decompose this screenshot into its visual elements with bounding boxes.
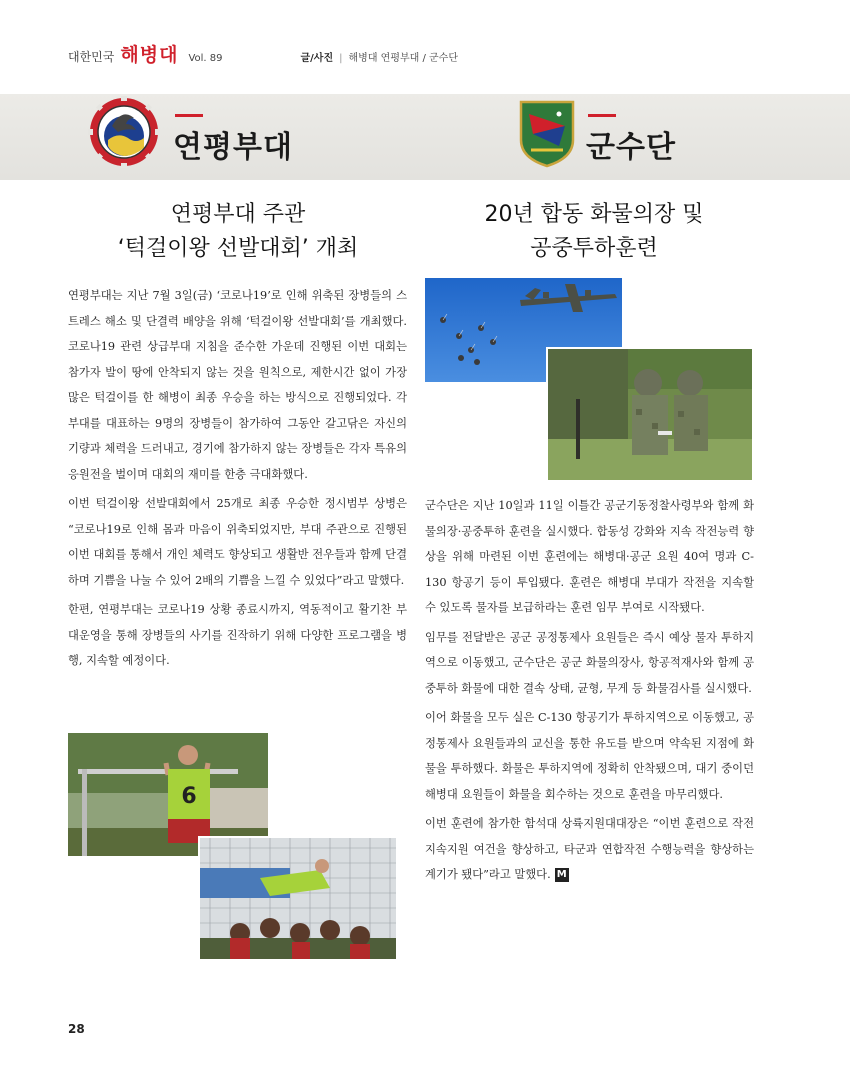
credit-label: 글/사진 (300, 53, 334, 64)
celebration-photo (198, 836, 398, 961)
end-mark-icon: M (555, 868, 569, 882)
yeonpyeong-emblem-icon (88, 96, 160, 168)
right-paragraph: 임무를 전달받은 공군 공정통제사 요원들은 즉시 예상 물자 투하지역으로 이동했고, 군수단은 공군 화물의장사, 항공적재사와 함께 공중투하 화물에 대한 결속 상태, 균형, 무게 등 화물검사를 실시했다. (425, 630, 754, 695)
left-headline-line2: ‘턱걸이왕 선발대회’ 개최 (117, 236, 359, 261)
masthead-country: 대한민국 (68, 50, 115, 64)
magazine-logo: 해병대 (120, 44, 179, 66)
left-unit-title: 연평부대 (173, 130, 293, 165)
right-paragraph: 이어 화물을 모두 실은 C-130 항공기가 투하지역으로 이동했고, 공정통제사 요원들과의 교신을 통한 유도를 받으며 약속된 지점에 화물을 투하했다. 화물은 투하지역에 정확히 안착됐으며, 대기 중이던 해병대 요원들이 화물을 회수하는 것으로 훈련을 마무리했다. (425, 711, 754, 801)
left-headline-line1: 연평부대 주관 (170, 202, 306, 227)
page-number: 28 (68, 1022, 85, 1036)
right-headline-line2: 공중투하훈련 (530, 236, 658, 261)
right-headline-line1: 20년 합동 화물의장 및 (484, 202, 704, 227)
right-unit-title: 군수단 (586, 130, 676, 165)
left-paragraph: 한편, 연평부대는 코로나19 상황 종료시까지, 역동적이고 활기찬 부대운영을 통해 장병들의 사기를 진작하기 위해 다양한 프로그램을 병행, 지속할 예정이다. (68, 603, 407, 667)
left-title-accent (175, 114, 203, 117)
cargo-inspection-photo (546, 347, 754, 482)
right-paragraph-text: 이번 훈련에 참가한 함석대 상륙지원대대장은 “이번 훈련으로 작전지속지원 여건을 향상하고, 타군과 연합작전 수행능력을 향상하는 계기가 됐다”라고 말했다. (425, 817, 754, 881)
right-paragraph: 군수단은 지난 10일과 11일 이틀간 공군기동정찰사령부와 함께 화물의장·공중투하 훈련을 실시했다. 합동성 강화와 지속 작전능력 향상을 위해 마련된 이번 훈련에는 해병대·공군 요원 40여 명과 C-130 항공기 등이 투입됐다. 훈련은 해병대 부대가 작전을 지속할 수 있도록 물자를 보급하라는 훈련 임무 부여로 시작됐다. (425, 499, 754, 614)
logistics-shield-icon (519, 100, 575, 168)
left-paragraph: 연평부대는 지난 7월 3일(금) ‘코로나19’로 인해 위축된 장병들의 스트레스 해소 및 단결력 배양을 위해 ‘턱걸이왕 선발대회’를 개최했다. 코로나19 관련 상급부대 지침을 준수한 가운데 진행된 이번 대회는 참가자 발이 땅에 안착되지 않는 것을 원칙으로, 제한시간 없이 가장 많은 턱걸이를 한 해병이 최종 우승을 하는 방식으로 진행되었다. 각 부대를 대표하는 9명의 장병들이 참가하여 그동안 갈고닦은 자신의 기량과 체력을 드러내고, 경기에 참가하지 않는 장병들은 각자 특유의 응원전을 벌이며 대회의 재미를 한층 극대화했다. (68, 289, 407, 481)
right-headline (424, 198, 764, 266)
left-headline (68, 198, 408, 266)
credit-units: 해병대 연평부대 / 군수단 (348, 53, 459, 64)
right-title-accent (588, 114, 616, 117)
volume-label: Vol. 89 (188, 53, 223, 64)
jersey-number: 6 (181, 784, 197, 809)
masthead (68, 40, 458, 64)
left-article-body (68, 283, 407, 678)
credit-separator: | (339, 53, 343, 64)
right-paragraph-last (425, 811, 754, 888)
left-paragraph: 이번 턱걸이왕 선발대회에서 25개로 최종 우승한 정시범부 상병은 “코로나19로 인해 몸과 마음이 위축되었지만, 부대 주관으로 진행된 이번 대회를 통해서 개인 체력도 향상되고 생활반 전우들과 함께 단결하며 기쁨을 나눌 수 있어 2배의 기쁨을 느낄 수 있었다”라고 말했다. (68, 497, 407, 587)
right-article-body (425, 493, 754, 892)
